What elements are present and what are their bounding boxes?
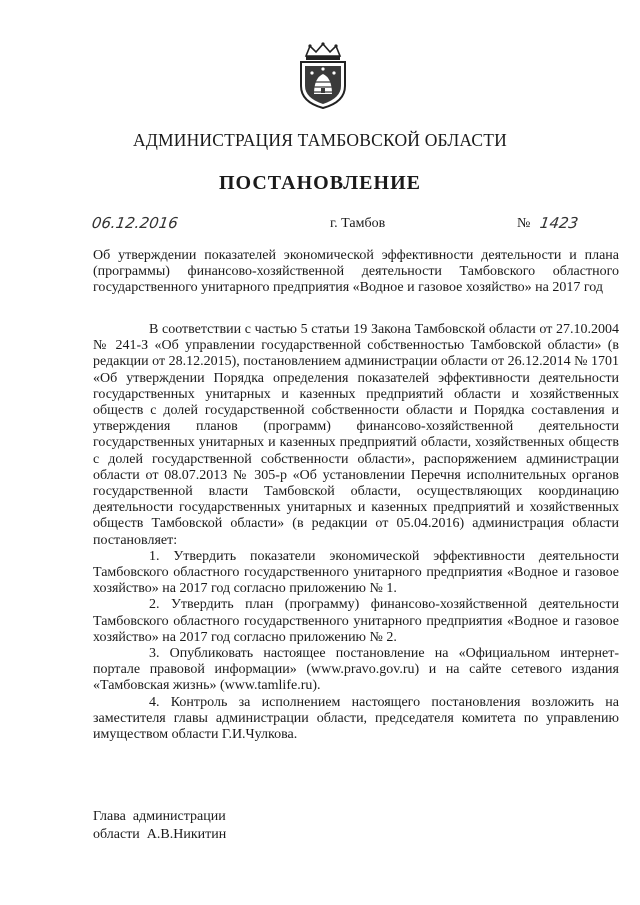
item-paragraph: 2. Утвердить план (программу) финансово-хозяйственной деятельности Тамбовского областного государственного унитарного предприятия «Водное и газовое хозяйство» на 2017 год согласно приложению № 2. <box>93 597 619 645</box>
item-paragraph: 4. Контроль за исполнением настоящего постановления возложить на заместителя главы администрации области, председателя комитета по управлению имуществом области Г.И.Чулкова. <box>93 694 619 743</box>
organization-title: АДМИНИСТРАЦИЯ ТАМБОВСКОЙ ОБЛАСТИ <box>133 130 507 150</box>
number-label: № <box>517 216 531 231</box>
handwritten-date: 06.12.2016 <box>90 214 180 232</box>
city: г. Тамбов <box>330 216 386 231</box>
signature-block <box>93 808 226 844</box>
item-paragraph: 1. Утвердить показатели экономической эффективности деятельности Тамбовского областного государственного унитарного предприятия «Водное и газовое хозяйство» на 2017 год согласно приложению № 1. <box>93 548 619 597</box>
handwritten-number: 1423 <box>538 214 580 232</box>
document-subject: Об утверждении показателей экономической эффективности деятельности и плана (программы) финансово-хозяйственной деятельности Тамбовского областного государственного унитарного предприятия «Водное и газовое хозяйство» на 2017 год <box>93 248 619 296</box>
tambov-coat-of-arms-icon <box>296 42 350 110</box>
document-type: ПОСТАНОВЛЕНИЕ <box>219 172 421 194</box>
document-meta-row <box>0 214 640 238</box>
signature-line: Глава администрации <box>93 809 226 824</box>
signature-line: области А.В.Никитин <box>93 827 227 842</box>
preamble-paragraph: В соответствии с частью 5 статьи 19 Закона Тамбовской области от 27.10.2004 № 241-З «Об управлении государственной собственностью Тамбовской области» (в редакции от 28.12.2015), постановлением администрации области от 26.12.2014 № 1701 «Об утверждении Порядка определения показателей эффективности деятельности государственных унитарных и казенных предприятий области и хозяйственных обществ с долей государственной собственности области и Порядка составления и утверждения планов (программ) финансово-хозяйственной деятельности государственных унитарных и казенных предприятий области, хозяйственных обществ с долей государственной собственности области», распоряжением администрации области от 08.07.2013 № 305-р «Об установлении Перечня исполнительных органов государственной власти Тамбовской области, осуществляющих координацию деятельности государственных унитарных и казенных предприятий и хозяйственных обществ Тамбовской области» (в редакции от 05.04.2016) администрация области постановляет: <box>93 322 619 548</box>
item-paragraph: 3. Опубликовать настоящее постановление на «Официальном интернет-портале правовой информации» (www.pravo.gov.ru) и на сайте сетевого издания «Тамбовская жизнь» (www.tamlife.ru). <box>93 646 619 694</box>
document-body <box>93 322 619 743</box>
